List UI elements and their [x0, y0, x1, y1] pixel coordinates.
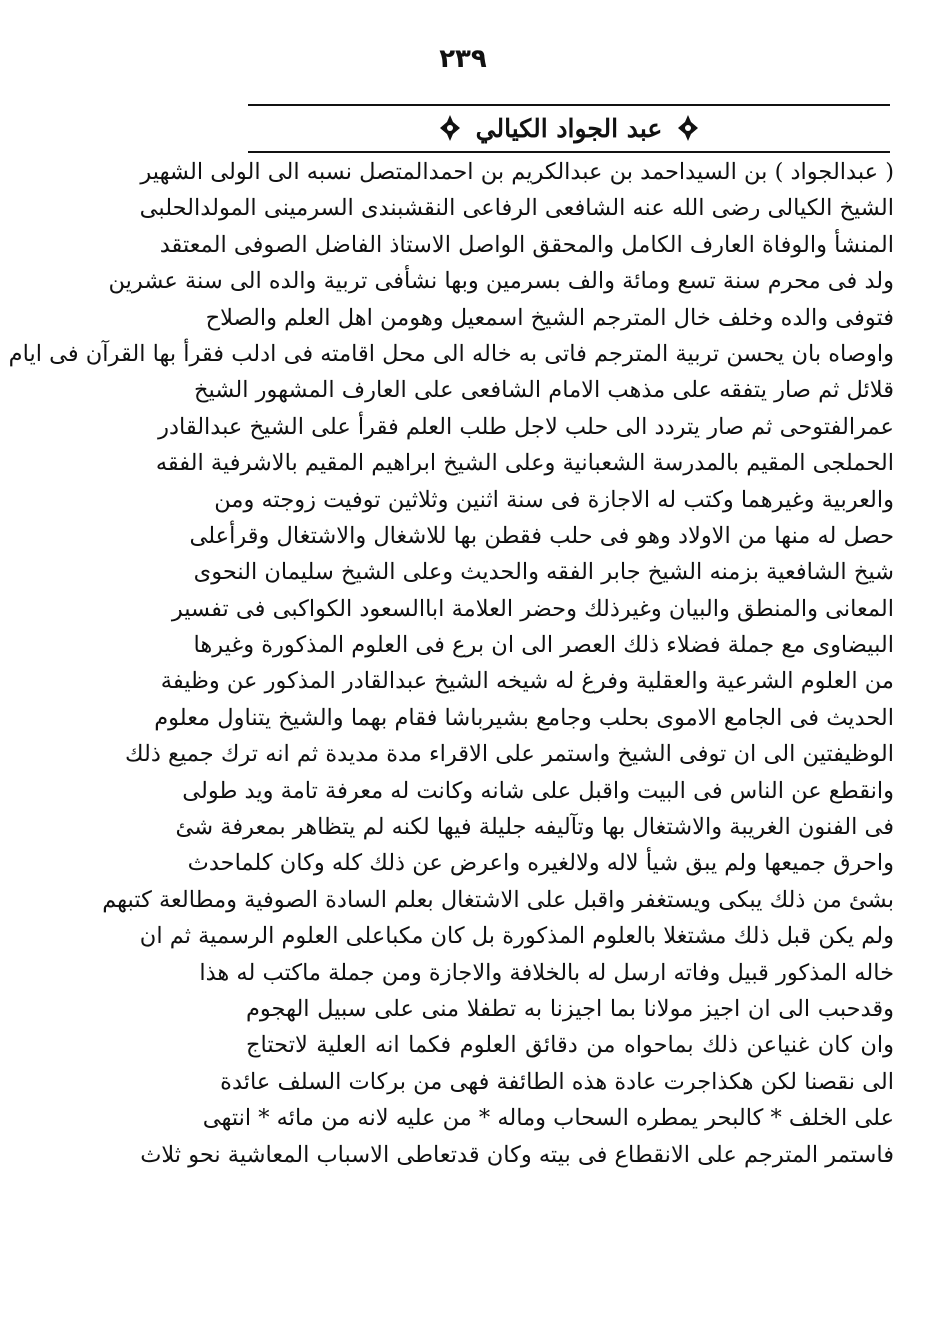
text-line: الشيخ الكيالى رضى الله عنه الشافعى الرفاعى النقشبندى السرمينى المولدالحلبى — [139, 195, 894, 222]
page-number: ٢٣٩ — [439, 44, 487, 74]
text-line: وانقطع عن الناس فى البيت واقبل على شانه وكانت له معرفة تامة ويد طولى — [182, 777, 894, 804]
fleuron-icon — [438, 114, 462, 142]
text-line: خاله المذكور قبيل وفاته ارسل له بالخلافة والاجازة ومن جملة ماكتب له هذا — [199, 959, 894, 986]
text-line: حصل له منها من الاولاد وهو فى حلب فقطن بها للاشغال والاشتغال وقرأعلى — [189, 522, 894, 549]
text-line: فى الفنون الغريبة والاشتغال بها وتآليفه جليلة فيها لكنه لم يتظاهر بمعرفة شئ — [175, 814, 894, 841]
text-line: وقدحبب الى ان اجيز مولانا بما اجيزنا به تطفلا منى على سبيل الهجوم — [246, 995, 894, 1022]
text-line: على الخلف * كالبحر يمطره السحاب وماله * من عليه لانه من مائه * انتهى — [202, 1105, 894, 1132]
text-line: فاستمر المترجم على الانقطاع فى بيته وكان قدتعاطى الاسباب المعاشية نحو ثلاث — [140, 1141, 894, 1168]
text-line: المنشأ والوفاة العارف الكامل والمحقق الواصل الاستاذ الفاضل الصوفى المعتقد — [159, 231, 894, 258]
text-line: من العلوم الشرعية والعقلية وفرغ له شيخه الشيخ عبدالقادر المذكور عن وظيفة — [160, 668, 894, 695]
biography-header — [248, 108, 890, 148]
text-line: الى نقصنا لكن هكذاجرت عادة هذه الطائفة فهى من بركات السلف عائدة — [220, 1068, 894, 1095]
text-line: ولم يكن قبل ذلك مشتغلا بالعلوم المذكورة بل كان مكباعلى العلوم الرسمية ثم ان — [139, 923, 894, 950]
text-line: الحديث فى الجامع الاموى بحلب وجامع بشيرباشا فقام بهما والشيخ يتناول معلوم — [154, 704, 894, 731]
text-line: الحملجى المقيم بالمدرسة الشعبانية وعلى الشيخ ابراهيم المقيم بالاشرفية الفقه — [155, 450, 894, 477]
text-line: قلائل ثم صار يتفقه على مذهب الامام الشافعى على العارف المشهور الشيخ — [193, 377, 894, 404]
header-top-rule — [248, 104, 890, 106]
text-line: واوصاه بان يحسن تربية المترجم فاتى به خاله الى محل اقامته فى ادلب فقرأ بها القرآن فى ايام — [8, 340, 894, 367]
header-bottom-rule — [248, 151, 890, 153]
text-line: والعربية وغيرهما وكتب له الاجازة فى سنة اثنين وثلاثين توفيت زوجته ومن — [214, 486, 894, 513]
text-line: ولد فى محرم سنة تسع ومائة والف بسرمين وبها نشأفى تربية والده الى سنة عشرين — [108, 268, 894, 295]
text-line: ( عبدالجواد ) بن السيداحمد بن عبدالكريم بن احمدالمتصل نسبه الى الولى الشهير — [140, 159, 894, 185]
text-line: فتوفى والده وخلف خال المترجم الشيخ اسمعيل وهومن اهل العلم والصلاح — [205, 304, 894, 331]
text-line: بشئ من ذلك يبكى ويستغفر واقبل على الاشتغال بعلم السادة الصوفية ومطالعة كتبهم — [102, 886, 894, 913]
text-line: وان كان غنياعن ذلك بماحواه من دقائق العلوم فكما انه العلية لاتحتاج — [246, 1032, 894, 1059]
text-line: واحرق جميعها ولم يبق شيأ لاله ولالغيره واعرض عن ذلك كله وكان كلماحدث — [187, 850, 894, 877]
text-line: المعانى والمنطق والبيان وغيرذلك وحضر العلامة اباالسعود الكواكبى فى تفسير — [171, 595, 894, 622]
biography-title: عبد الجواد الكيالي — [475, 113, 663, 143]
text-line: شيخ الشافعية بزمنه الشيخ جابر الفقه والحديث وعلى الشيخ سليمان النحوى — [193, 559, 894, 586]
text-line: الوظيفتين الى ان توفى الشيخ واستمر على الاقراء مدة مديدة ثم انه ترك جميع ذلك — [125, 741, 894, 768]
fleuron-icon — [676, 114, 700, 142]
text-line: عمرالفتوحى ثم صار يتردد الى حلب لاجل طلب العلم فقرأ على الشيخ عبدالقادر — [158, 413, 894, 440]
text-line: البيضاوى مع جملة فضلاء ذلك العصر الى ان برع فى العلوم المذكورة وغيرها — [193, 632, 894, 659]
biography-body — [8, 154, 894, 1173]
